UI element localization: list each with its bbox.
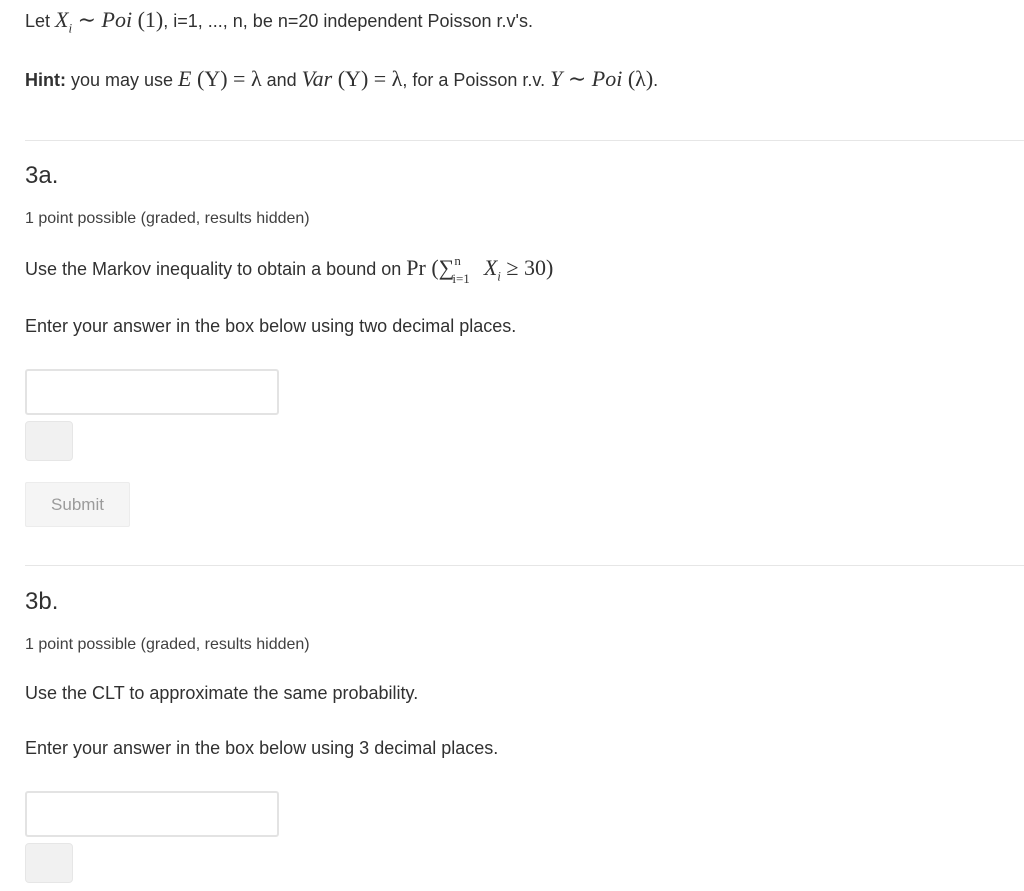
hint-label: Hint: [25, 70, 66, 90]
problem-b-meta: 1 point possible (graded, results hidden) [25, 636, 310, 653]
problem-a-question-prefix: Use the Markov inequality to obtain a bound on [25, 259, 407, 279]
hint-text-end: . [653, 70, 659, 90]
math-x-subscript: i [68, 20, 73, 36]
hint-text-use: you may use [65, 70, 179, 90]
math-y-poi: Poi [591, 66, 623, 91]
hint-text-for: , for a Poisson r.v. [402, 70, 551, 90]
math-sigma-upper: n [454, 252, 461, 268]
section-divider [25, 140, 1024, 141]
submit-button[interactable]: Submit [25, 482, 130, 527]
math-x-sum: X [478, 255, 498, 280]
problem-a-math [406, 252, 554, 286]
problem-a-answer-input[interactable] [25, 369, 279, 415]
intro-text-let: Let [25, 11, 56, 31]
math-poi: Poi [101, 7, 133, 32]
math-y-sim: ∼ [562, 66, 592, 91]
math-sigma-lower: i=1 [452, 270, 470, 286]
problem-b-title: 3b. [25, 588, 59, 615]
hint-math-y [550, 66, 653, 91]
math-y: Y [550, 66, 563, 91]
problem-a-instruction: Enter your answer in the box below using two decimal places. [25, 316, 517, 336]
math-relation: ≥ 30) [500, 255, 554, 280]
intro-text-rest: , i=1, ..., n, be n=20 independent Poisson r.v's. [163, 11, 533, 31]
hint-math-variance [302, 66, 403, 91]
math-y-arg: (λ) [622, 66, 654, 91]
math-x-sum-subscript: i [497, 268, 501, 284]
section-divider [25, 565, 1024, 566]
math-sim: ∼ [72, 7, 102, 32]
hint-math-expectation [178, 66, 262, 91]
hint-statement [25, 67, 658, 92]
math-sigma: ∑ [438, 255, 455, 280]
problem-b-instruction: Enter your answer in the box below using 3 decimal places. [25, 738, 499, 758]
problem-b-status-indicator [25, 843, 73, 883]
math-e: E [178, 66, 192, 91]
problem-a-title: 3a. [25, 162, 59, 189]
hint-text-and: and [261, 70, 302, 90]
math-open-paren: ( [425, 255, 439, 280]
intro-statement [25, 8, 533, 40]
math-var-arg: (Y) = λ [332, 66, 403, 91]
math-x: X [55, 7, 69, 32]
math-e-arg: (Y) = λ [191, 66, 262, 91]
problem-b-answer-input[interactable] [25, 791, 279, 837]
problem-a-question [25, 252, 554, 288]
math-sigma-limits [452, 252, 478, 286]
math-poi-arg: (1) [132, 7, 164, 32]
intro-math [55, 7, 164, 36]
problem-b-question: Use the CLT to approximate the same probability. [25, 683, 419, 703]
math-pr: Pr [406, 255, 426, 280]
math-var: Var [301, 66, 333, 91]
problem-a-status-indicator [25, 421, 73, 461]
problem-a-meta: 1 point possible (graded, results hidden) [25, 210, 310, 227]
